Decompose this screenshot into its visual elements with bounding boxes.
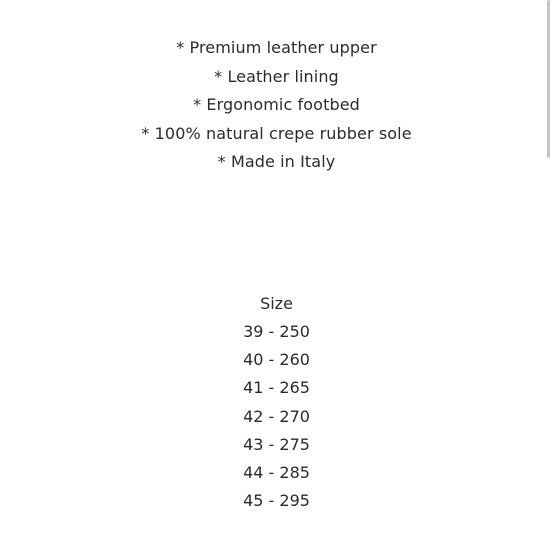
feature-item: * Ergonomic footbed [193,95,360,114]
feature-item: * Made in Italy [217,152,336,171]
vertical-scrollbar[interactable] [545,0,553,553]
size-row: 45 - 295 [243,491,310,511]
size-chart-title: Size [260,294,293,313]
size-row: 43 - 275 [243,434,310,454]
feature-list [0,34,553,177]
size-row: 40 - 260 [243,350,310,370]
feature-item: * 100% natural crepe rubber sole [141,123,412,143]
feature-item: * Leather lining [214,66,339,86]
size-row: 39 - 250 [243,322,310,341]
size-row: 44 - 285 [243,463,310,483]
size-row: 42 - 270 [243,406,310,426]
size-row: 41 - 265 [243,378,310,398]
size-chart [0,290,553,515]
scrollbar-thumb[interactable] [547,0,550,158]
feature-item: * Premium leather upper [176,38,377,57]
